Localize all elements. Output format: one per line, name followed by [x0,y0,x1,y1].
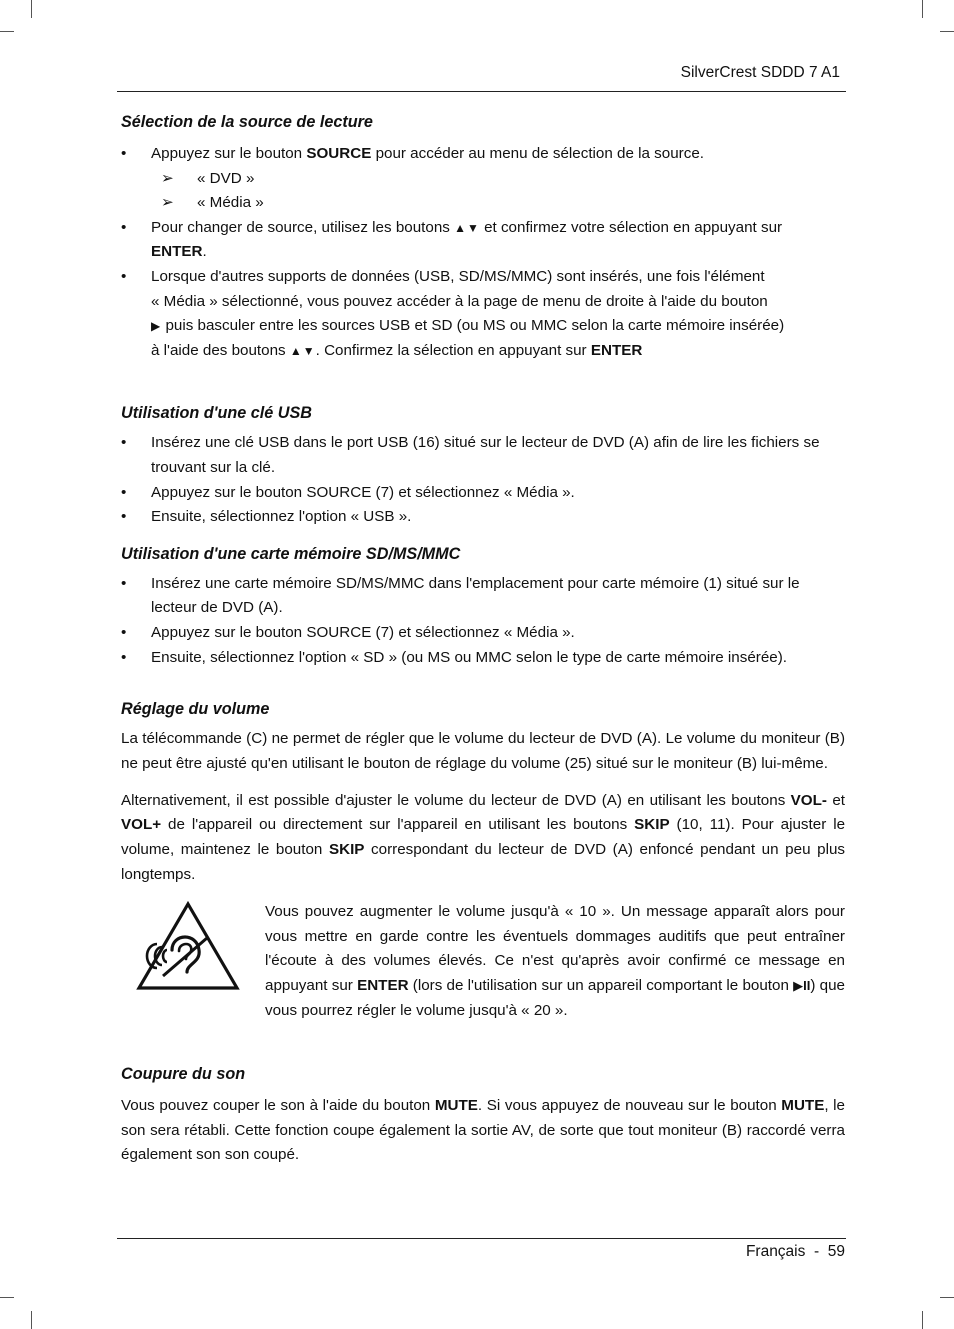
crop-mark [31,1311,32,1329]
crop-mark [922,1311,923,1329]
list-item: • Appuyez sur le bouton SOURCE (7) et sélectionnez « Média ». [121,483,575,501]
header-rule [117,91,846,92]
list-item: • Pour changer de source, utilisez les boutons ▲▼ et confirmez votre sélection en appuyant sur ENTER. [121,216,845,265]
up-down-arrow-icon: ▲▼ [454,220,480,235]
crop-mark [940,31,954,32]
keyword-source: SOURCE [306,145,372,162]
crop-mark [922,0,923,18]
page-footer: Français - 59 [745,1243,845,1260]
crop-mark [0,1297,14,1298]
page-header-title: SilverCrest SDDD 7 A1 [680,64,840,81]
sub-list-item: ➢ « DVD » [121,167,845,192]
page-content [121,110,845,1168]
section-heading-usb: Utilisation d'une clé USB [121,404,312,423]
bullet: • [121,267,127,285]
list-item: • Ensuite, sélectionnez l'option « USB ». [121,508,412,526]
list-item: • Lorsque d'autres supports de données (USB, SD/MS/MMC) sont insérés, une fois l'élément « Média » sélectionné, vous pouvez accéder à la page de menu de droite à l'aide du bouton ▶ puis basculer entre les sources USB et SD (ou MS ou MMC selon la carte mémoire insérée) à l'aide des boutons ▲▼. Confirmez la sélection en appuyant sur ENTER [121,265,845,363]
section-heading-mute: Coupure du son [121,1064,246,1083]
sub-list-item: ➢ « Média » [121,191,845,216]
section-heading-card: Utilisation d'une carte mémoire SD/MS/MMC [121,544,461,563]
volume-paragraph-1: La télécommande (C) ne permet de régler que le volume du lecteur de DVD (A). Le volume du moniteur (B) ne peut être ajusté qu'en utilisant le bouton de réglage du volume (25) situé sur le moniteur (B) lui-même. [121,730,845,772]
bullet: • [121,218,127,236]
hearing-warning-block [121,900,845,1024]
bullet: • [121,145,127,162]
crop-mark [0,31,14,32]
arrowhead-icon: ➢ [161,194,174,212]
section-heading-source: Sélection de la source de lecture [121,113,373,131]
keyword-enter: ENTER [151,243,203,261]
footer-rule [117,1238,846,1239]
usb-list [121,431,845,529]
hearing-warning-icon [135,900,241,992]
right-arrow-icon: ▶ [151,319,162,334]
volume-paragraph-2: Alternativement, il est possible d'ajuster le volume du lecteur de DVD (A) en utilisant les boutons VOL- et VOL+ de l'appareil ou directement sur l'appareil en utilisant les boutons SKIP (10, 11). Pour ajuster le volume, maintenez le bouton SKIP correspondant du lecteur de DVD (A) enfoncé pendant un peu plus longtemps. [121,791,846,884]
list-item: • Insérez une clé USB dans le port USB (16) situé sur le lecteur de DVD (A) afin de lire les fichiers se trouvant sur la clé. [121,434,820,476]
list-item: • Insérez une carte mémoire SD/MS/MMC dans l'emplacement pour carte mémoire (1) situé sur le lecteur de DVD (A). [121,574,800,617]
crop-mark [940,1297,954,1298]
list-item: • Appuyez sur le bouton SOURCE pour accéder au menu de sélection de la source. [121,142,845,167]
list-item: • Ensuite, sélectionnez l'option « SD » (ou MS ou MMC selon le type de carte mémoire insérée). [121,648,788,666]
play-pause-icon: ▶II [793,978,811,994]
hearing-warning-text: Vous pouvez augmenter le volume jusqu'à « 10 ». Un message apparaît alors pour vous mettre en garde contre les éventuels dommages auditifs que peut entraîner l'écoute à des volumes élevés. Ce n'est qu'après avoir confirmé ce message en appuyant sur ENTER (lors de l'utilisation sur un appareil comportant le bouton ▶II) que vous pourrez régler le volume jusqu'à « 20 ». [265,902,845,1020]
crop-mark [31,0,32,18]
up-down-arrow-icon: ▲▼ [289,343,316,358]
arrowhead-icon: ➢ [161,169,174,187]
source-list [121,142,845,363]
card-list [121,572,845,670]
section-heading-volume: Réglage du volume [121,700,270,719]
mute-paragraph: Vous pouvez couper le son à l'aide du bouton MUTE. Si vous appuyez de nouveau sur le bouton MUTE, le son sera rétabli. Cette fonction coupe également la sortie AV, de sorte que tout moniteur (B) raccordé verra également son son coupé. [121,1096,845,1164]
keyword-enter: ENTER [590,341,643,359]
list-item: • Appuyez sur le bouton SOURCE (7) et sélectionnez « Média ». [121,623,575,641]
